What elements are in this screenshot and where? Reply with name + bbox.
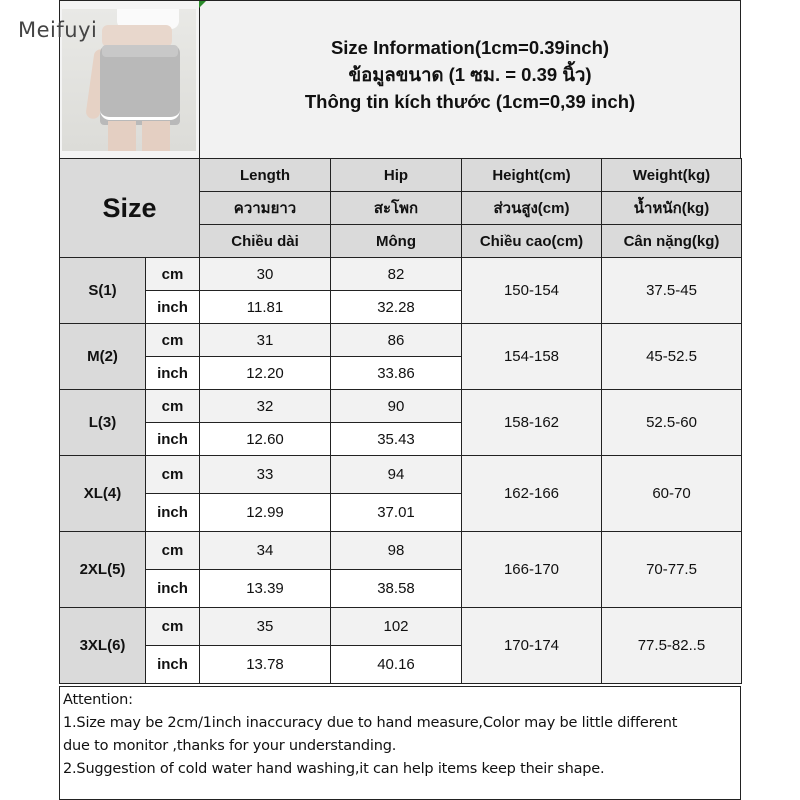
length-inch: 12.20	[200, 357, 331, 390]
height-range: 162-166	[462, 456, 602, 532]
height-range: 166-170	[462, 532, 602, 608]
attention-heading: Attention:	[63, 692, 133, 708]
table-row	[60, 608, 742, 646]
weight-range: 70-77.5	[602, 532, 742, 608]
title-thai: ข้อมูลขนาด (1 ซม. = 0.39 นิ้ว)	[348, 64, 592, 85]
col-length-th: ความยาว	[200, 192, 331, 225]
unit-inch: inch	[146, 291, 200, 324]
unit-cm: cm	[146, 390, 200, 423]
col-hip-vi: Mông	[331, 225, 462, 258]
size-label: S(1)	[60, 258, 146, 324]
corner-flag-icon	[199, 1, 206, 8]
unit-cm: cm	[146, 532, 200, 570]
height-range: 150-154	[462, 258, 602, 324]
hip-inch: 37.01	[331, 494, 462, 532]
size-label: 3XL(6)	[60, 608, 146, 684]
size-table	[59, 158, 742, 684]
col-weight-vi: Cân nặng(kg)	[602, 225, 742, 258]
hip-inch: 38.58	[331, 570, 462, 608]
weight-range: 37.5-45	[602, 258, 742, 324]
hip-cm: 82	[331, 258, 462, 291]
length-inch: 13.78	[200, 646, 331, 684]
length-inch: 11.81	[200, 291, 331, 324]
table-row	[60, 258, 742, 291]
hip-cm: 94	[331, 456, 462, 494]
col-weight-th: น้ำหนัก(kg)	[602, 192, 742, 225]
unit-cm: cm	[146, 456, 200, 494]
col-weight-en: Weight(kg)	[602, 159, 742, 192]
unit-inch: inch	[146, 570, 200, 608]
attention-notes	[59, 686, 741, 800]
length-inch: 12.99	[200, 494, 331, 532]
size-header: Size	[60, 159, 200, 258]
hip-cm: 90	[331, 390, 462, 423]
unit-inch: inch	[146, 357, 200, 390]
unit-inch: inch	[146, 646, 200, 684]
hip-inch: 33.86	[331, 357, 462, 390]
brand-watermark: Meifuyi	[18, 18, 98, 42]
length-cm: 30	[200, 258, 331, 291]
weight-range: 45-52.5	[602, 324, 742, 390]
size-label: L(3)	[60, 390, 146, 456]
col-hip-en: Hip	[331, 159, 462, 192]
col-height-th: ส่วนสูง(cm)	[462, 192, 602, 225]
hip-cm: 102	[331, 608, 462, 646]
size-chart	[59, 0, 741, 800]
size-info-title	[200, 1, 740, 158]
hip-inch: 35.43	[331, 423, 462, 456]
col-height-vi: Chiều cao(cm)	[462, 225, 602, 258]
unit-inch: inch	[146, 494, 200, 532]
attention-note-2: 2.Suggestion of cold water hand washing,it can help items keep their shape.	[63, 761, 605, 777]
weight-range: 60-70	[602, 456, 742, 532]
unit-cm: cm	[146, 324, 200, 357]
size-label: M(2)	[60, 324, 146, 390]
length-inch: 12.60	[200, 423, 331, 456]
hip-inch: 40.16	[331, 646, 462, 684]
header-row-english	[60, 159, 742, 192]
weight-range: 77.5-82..5	[602, 608, 742, 684]
attention-note-1-cont: due to monitor ,thanks for your understanding.	[63, 738, 397, 754]
hip-cm: 86	[331, 324, 462, 357]
length-cm: 34	[200, 532, 331, 570]
hip-cm: 98	[331, 532, 462, 570]
attention-note-1: 1.Size may be 2cm/1inch inaccuracy due to hand measure,Color may be little different	[63, 715, 678, 731]
unit-inch: inch	[146, 423, 200, 456]
col-height-en: Height(cm)	[462, 159, 602, 192]
size-label: 2XL(5)	[60, 532, 146, 608]
height-range: 170-174	[462, 608, 602, 684]
col-length-vi: Chiều dài	[200, 225, 331, 258]
unit-cm: cm	[146, 608, 200, 646]
col-length-en: Length	[200, 159, 331, 192]
title-english: Size Information(1cm=0.39inch)	[330, 37, 610, 58]
col-hip-th: สะโพก	[331, 192, 462, 225]
table-row	[60, 390, 742, 423]
length-cm: 32	[200, 390, 331, 423]
table-row	[60, 532, 742, 570]
length-inch: 13.39	[200, 570, 331, 608]
length-cm: 33	[200, 456, 331, 494]
length-cm: 35	[200, 608, 331, 646]
size-label: XL(4)	[60, 456, 146, 532]
title-vietnamese: Thông tin kích thước (1cm=0,39 inch)	[304, 91, 636, 112]
length-cm: 31	[200, 324, 331, 357]
table-row	[60, 456, 742, 494]
height-range: 158-162	[462, 390, 602, 456]
unit-cm: cm	[146, 258, 200, 291]
table-row	[60, 324, 742, 357]
height-range: 154-158	[462, 324, 602, 390]
size-chart-header	[59, 0, 741, 159]
hip-inch: 32.28	[331, 291, 462, 324]
weight-range: 52.5-60	[602, 390, 742, 456]
